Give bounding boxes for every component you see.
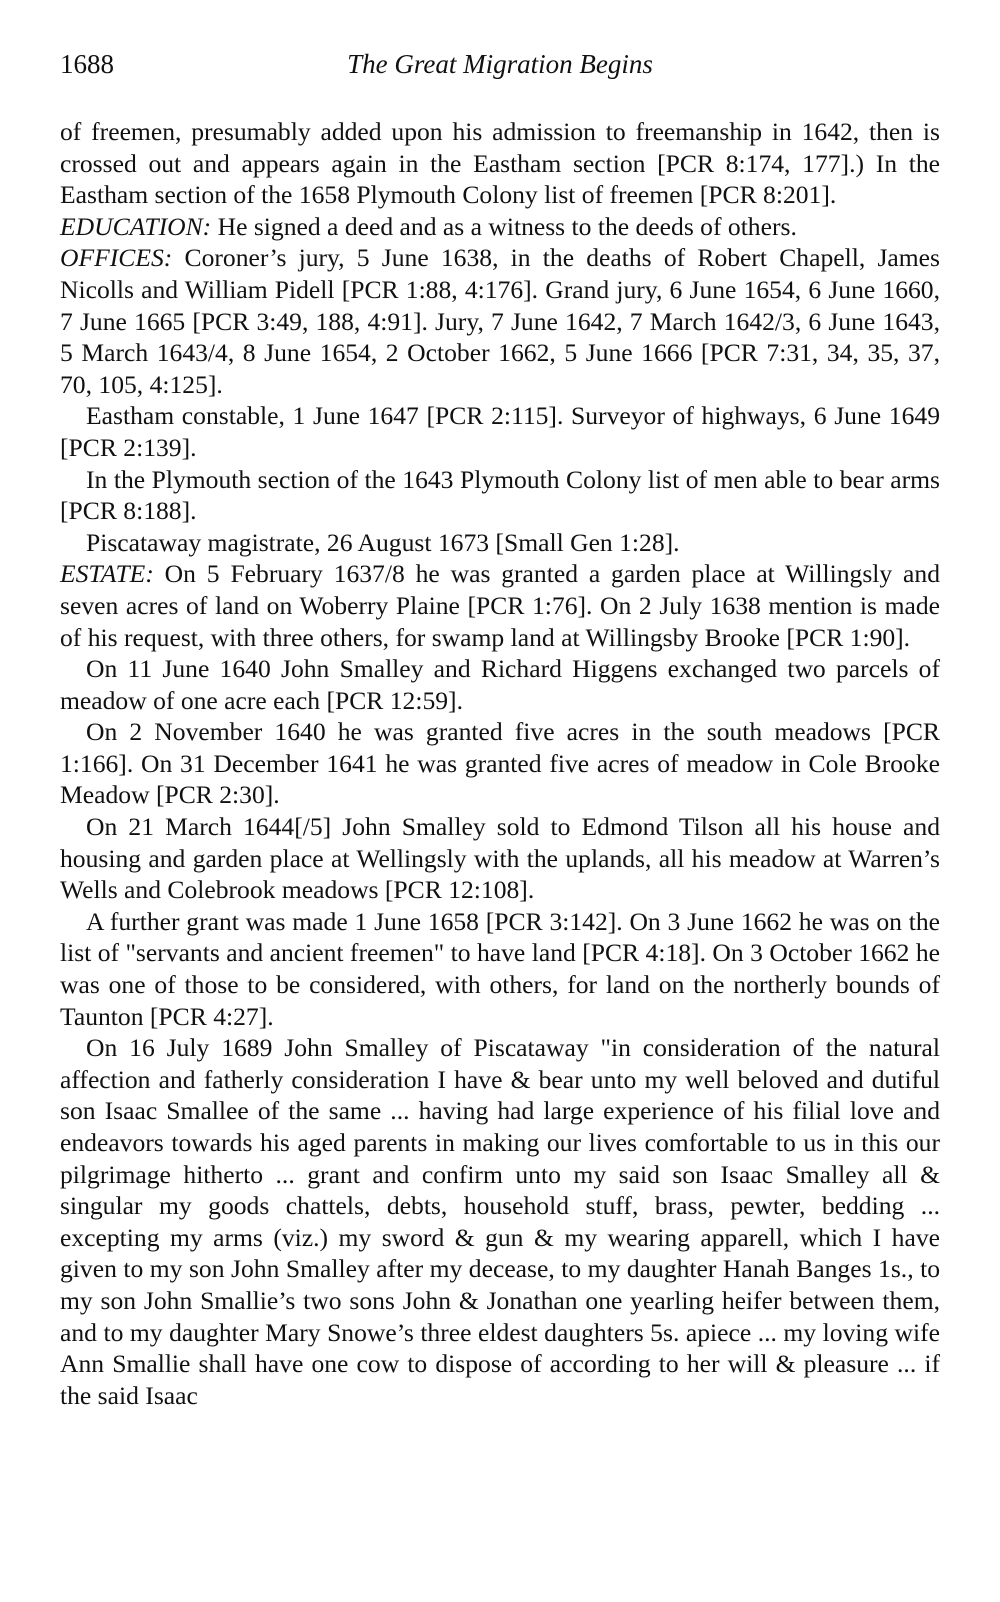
paragraph-text: Eastham constable, 1 June 1647 [PCR 2:115]. Surveyor of highways, 6 June 1649 [PCR 2:139]. <box>60 401 940 462</box>
paragraph-text: He signed a deed and as a witness to the deeds of others. <box>211 211 797 241</box>
paragraph-further-grant <box>60 906 940 1032</box>
body-text <box>60 116 940 1411</box>
paragraph-offices <box>60 242 940 400</box>
paragraph-text: On 16 July 1689 John Smalley of Piscataway "in consideration of the natural affection and fatherly consideration I have & bear unto my well beloved and dutiful son Isaac Smallee of the same ... having had large experience of his filial love and endeavors towards his aged parents in making our lives comfortable to us in this our pilgrimage hitherto ... grant and confirm unto my said son Isaac Smalley all & singular my goods chattels, debts, household stuff, brass, pewter, bedding ... excepting my arms (viz.) my sword & gun & my wearing apparell, which I have given to my son John Smalley after my decease, to my daughter Hanah Banges 1s., to my son John Smallie’s two sons John & Jonathan one yearling heifer between them, and to my daughter Mary Snowe’s three eldest daughters 5s. apiece ... my loving wife Ann Smallie shall have one cow to dispose of according to her will & pleasure ... if the said Isaac <box>60 1033 940 1410</box>
paragraph-text: On 5 February 1637/8 he was granted a garden place at Willingsly and seven acres of land on Woberry Plaine [PCR 1:76]. On 2 July 1638 mention is made of his request, with three others, for swamp land at Willingsby Brooke [PCR 1:90]. <box>60 559 940 652</box>
paragraph-exchange <box>60 653 940 716</box>
paragraph-text: of freemen, presumably added upon his admission to freemanship in 1642, then is crossed out and appears again in the Eastham section [PCR 8:174, 177].) In the Eastham section of the 1658 Plymouth Colony list of freemen [PCR 8:201]. <box>60 117 940 210</box>
paragraph-deed-1689 <box>60 1032 940 1411</box>
paragraph-continuation <box>60 116 940 211</box>
paragraph-sale <box>60 811 940 906</box>
paragraph-text: Coroner’s jury, 5 June 1638, in the deaths of Robert Chapell, James Nicolls and William Pidell [PCR 1:88, 4:176]. Grand jury, 6 June 1654, 6 June 1660, 7 June 1665 [PCR 3:49, 188, 4:91]. Jury, 7 June 1642, 7 March 1642/3, 6 June 1643, 5 March 1643/4, 8 June 1654, 2 October 1662, 5 June 1666 [PCR 7:31, 34, 35, 37, 70, 105, 4:125]. <box>60 243 940 399</box>
running-title: The Great Migration Begins <box>347 49 653 79</box>
paragraph-text: In the Plymouth section of the 1643 Plymouth Colony list of men able to bear arms [PCR 8:188]. <box>60 464 940 526</box>
paragraph-estate <box>60 558 940 653</box>
section-label-education: EDUCATION: <box>60 211 212 241</box>
section-label-estate: ESTATE: <box>60 559 154 589</box>
page-number: 1688 <box>60 49 114 79</box>
paragraph-meadow-grants <box>60 716 940 811</box>
paragraph-arms-list <box>60 464 940 527</box>
paragraph-constable <box>60 400 940 463</box>
paragraph-text: On 2 November 1640 he was granted five acres in the south meadows [PCR 1:166]. On 31 December 1641 he was granted five acres of meadow in Cole Brooke Meadow [PCR 2:30]. <box>60 717 940 810</box>
paragraph-education <box>60 211 940 243</box>
paragraph-text: On 21 March 1644[/5] John Smalley sold to Edmond Tilson all his house and housing and garden place at Wellingsly with the uplands, all his meadow at Warren’s Wells and Colebrook meadows [PCR 12:108]. <box>60 812 940 905</box>
paragraph-text: A further grant was made 1 June 1658 [PCR 3:142]. On 3 June 1662 he was on the list of "servants and ancient freemen" to have land [PCR 4:18]. On 3 October 1662 he was one of those to be considered, with others, for land on the northerly bounds of Taunton [PCR 4:27]. <box>60 906 940 1031</box>
page-header <box>60 44 940 84</box>
paragraph-text: On 11 June 1640 John Smalley and Richard Higgens exchanged two parcels of meadow of one acre each [PCR 12:59]. <box>60 654 940 715</box>
book-page <box>60 44 940 1411</box>
paragraph-magistrate <box>60 527 940 559</box>
section-label-offices: OFFICES: <box>60 243 173 273</box>
paragraph-text: Piscataway magistrate, 26 August 1673 [Small Gen 1:28]. <box>86 527 680 557</box>
